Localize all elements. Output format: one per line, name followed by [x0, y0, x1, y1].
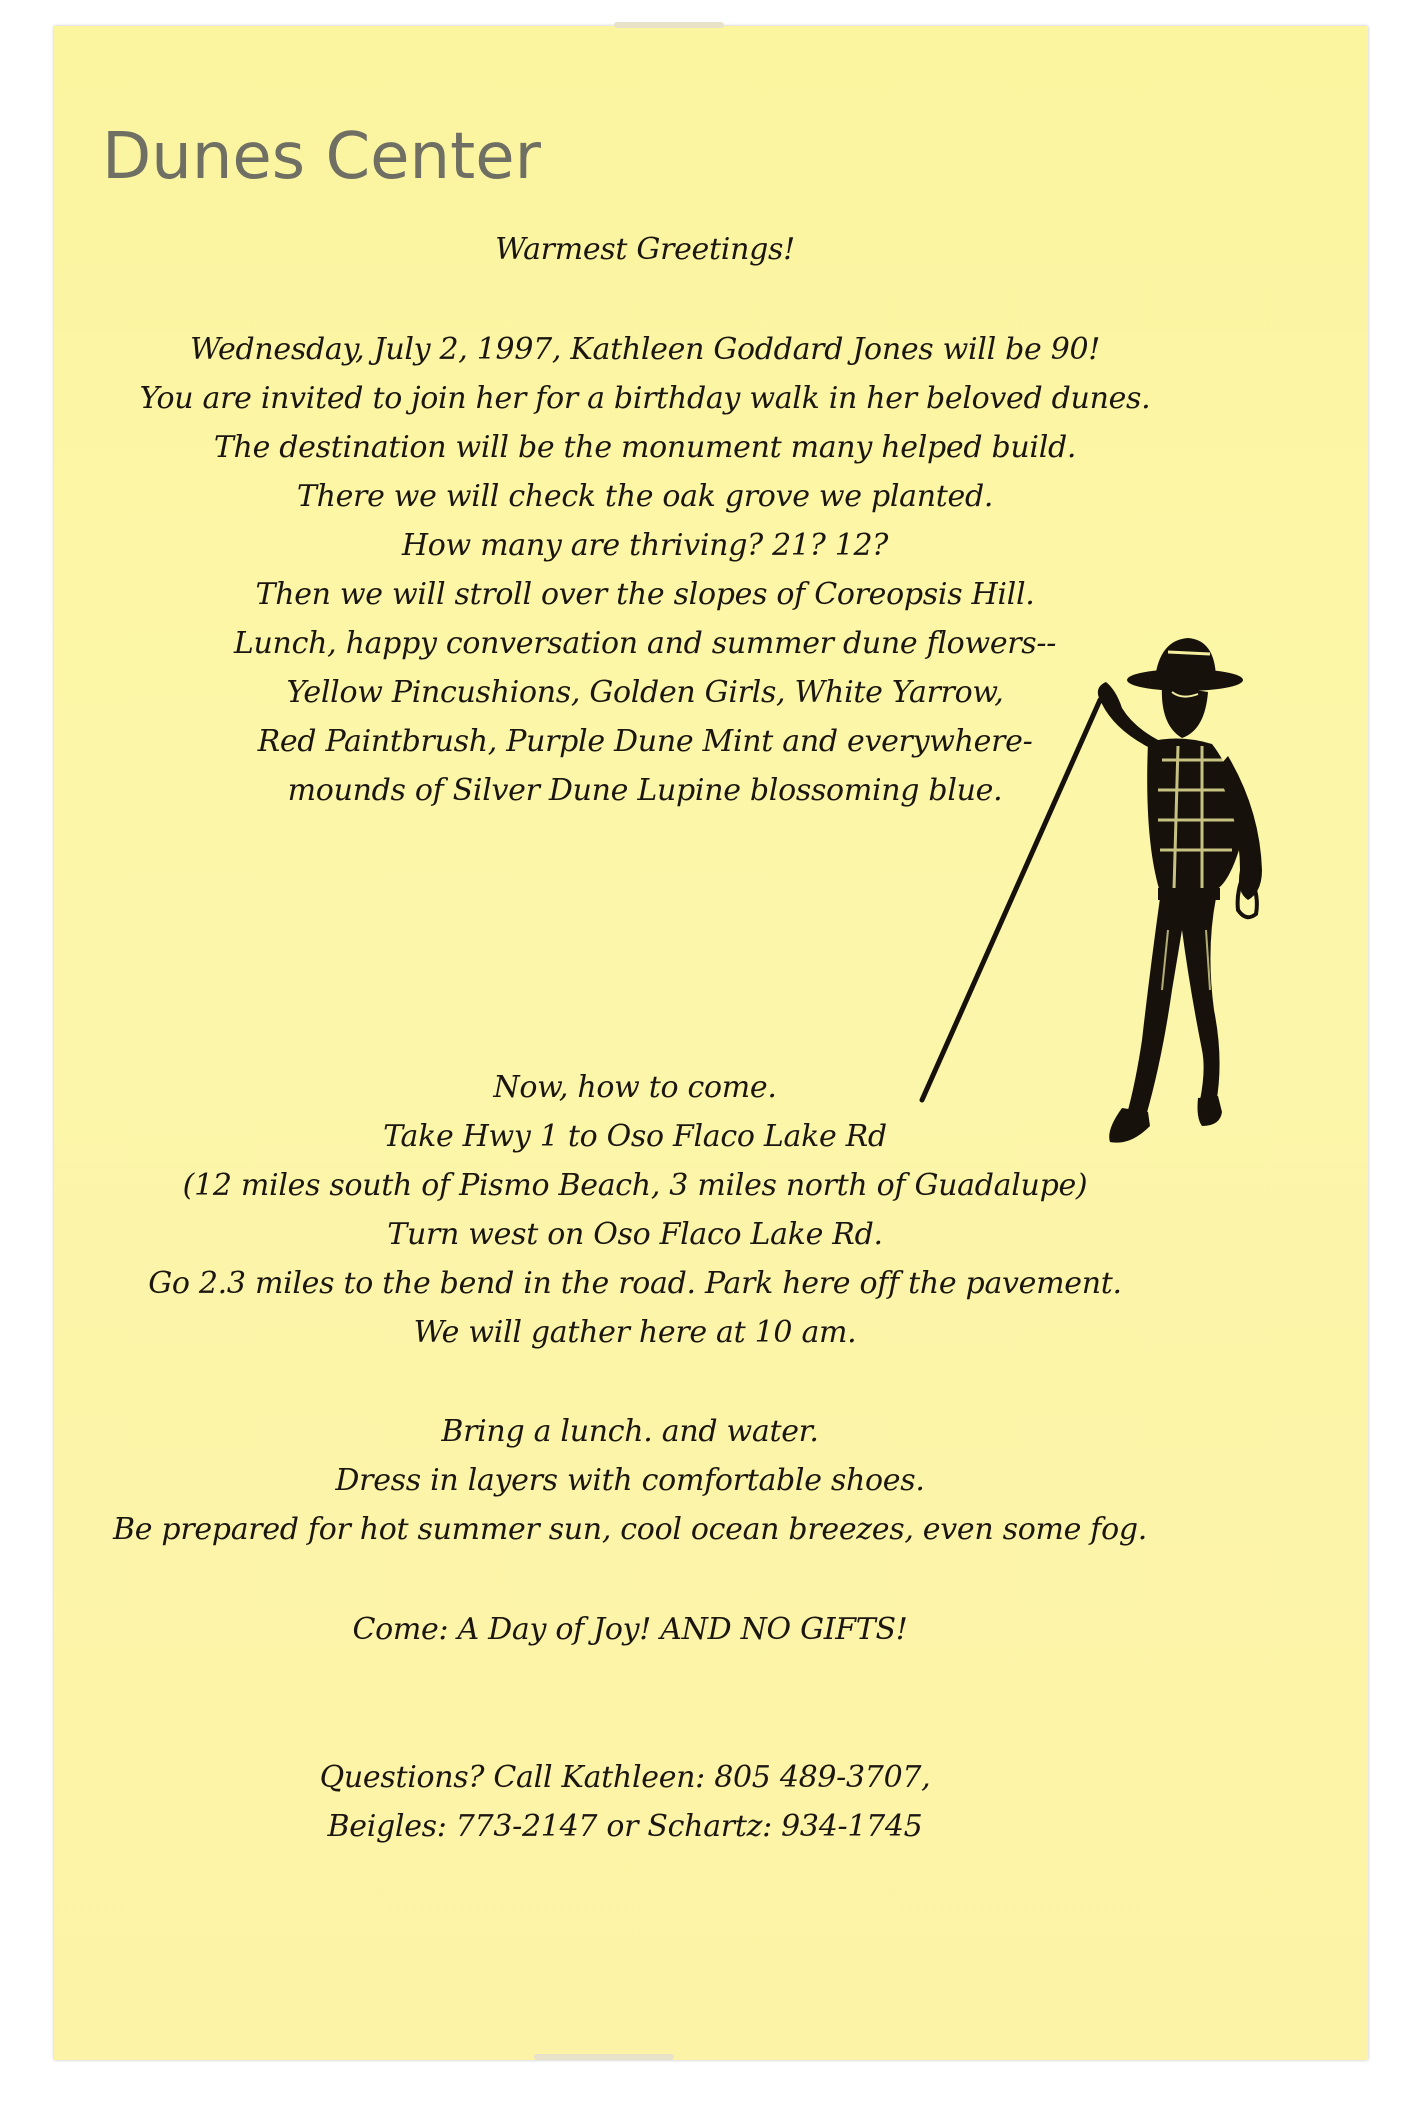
invitation-line: How many are thriving? 21? 12?: [401, 528, 889, 563]
directions-line: Turn west on Oso Flaco Lake Rd.: [387, 1217, 883, 1252]
invitation-line: The destination will be the monument many helped build.: [213, 430, 1077, 465]
paper-tear-top: [614, 22, 724, 28]
invitation-line: Lunch, happy conversation and summer dune flowers--: [233, 626, 1057, 661]
greeting: Warmest Greetings!: [495, 232, 795, 267]
invitation-line: Wednesday, July 2, 1997, Kathleen Goddard Jones will be 90!: [189, 332, 1101, 367]
bring-line: Be prepared for hot summer sun, cool ocean breezes, even some fog.: [112, 1512, 1148, 1547]
directions-line: Go 2.3 miles to the bend in the road. Park here off the pavement.: [148, 1266, 1122, 1301]
watermark-title: Dunes Center: [102, 120, 541, 194]
directions-line: (12 miles south of Pismo Beach, 3 miles north of Guadalupe): [182, 1168, 1088, 1203]
invitation-line: Red Paintbrush, Purple Dune Mint and everywhere-: [257, 724, 1033, 759]
closing-line: Come: A Day of Joy! AND NO GIFTS!: [352, 1612, 908, 1647]
invitation-line: You are invited to join her for a birthday walk in her beloved dunes.: [139, 381, 1151, 416]
bring-line: Dress in layers with comfortable shoes.: [335, 1463, 925, 1498]
bring-line: Bring a lunch. and water.: [441, 1414, 819, 1449]
directions-line: Now, how to come.: [493, 1070, 777, 1105]
invitation-line: Yellow Pincushions, Golden Girls, White Yarrow,: [286, 675, 1004, 710]
directions-line: Take Hwy 1 to Oso Flaco Lake Rd: [383, 1119, 887, 1154]
invitation-line: Then we will stroll over the slopes of Coreopsis Hill.: [255, 577, 1035, 612]
invitation-line: There we will check the oak grove we planted.: [296, 479, 994, 514]
questions-line: Beigles: 773-2147 or Schartz: 934-1745: [327, 1809, 923, 1844]
questions-line: Questions? Call Kathleen: 805 489-3707,: [319, 1760, 931, 1795]
paper-tear-bottom: [534, 2054, 674, 2060]
invitation-line: mounds of Silver Dune Lupine blossoming blue.: [287, 773, 1003, 808]
hiker-with-walking-stick-icon: [910, 630, 1310, 1170]
directions-line: We will gather here at 10 am.: [413, 1315, 857, 1350]
